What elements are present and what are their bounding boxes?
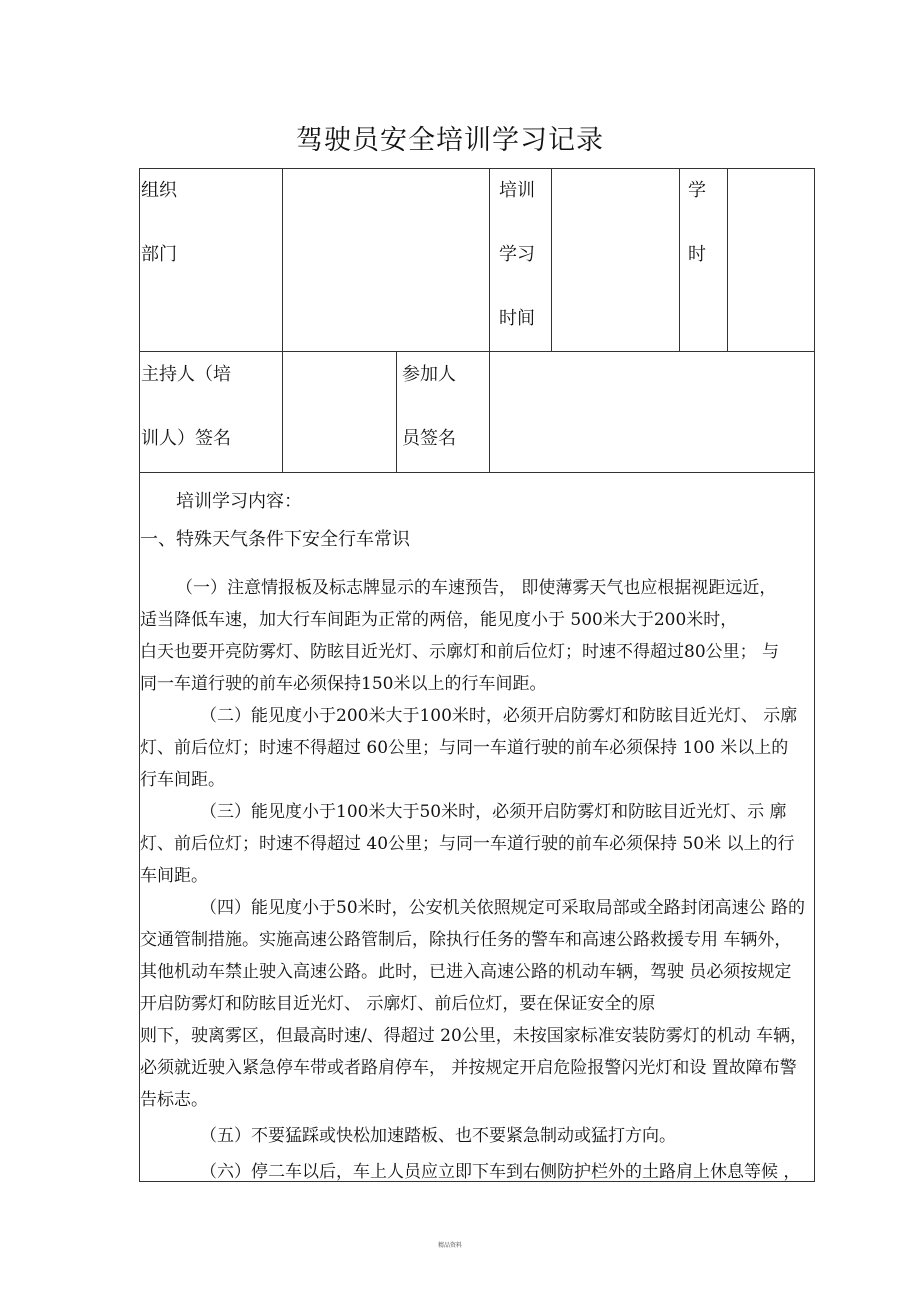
- content-heading: 培训学习内容：: [176, 491, 302, 512]
- content-line: 灯、前后位灯；时速不得超过 60公里；与同一车道行驶的前车必须保持 100 米以上的: [140, 738, 789, 758]
- content-line: （二）能见度小于200米大于100米时，必须开启防雾灯和防眩目近光灯、 示廓: [200, 706, 798, 726]
- training-record-form: [139, 168, 815, 1182]
- participant-signature-field[interactable]: [490, 352, 814, 472]
- content-line: 行车间距。: [140, 770, 225, 790]
- org-dept-label: 组织 部门: [141, 180, 177, 265]
- content-line: 车间距。: [140, 866, 208, 886]
- content-line: 必须就近驶入紧急停车带或者路肩停车， 并按规定开启危险报警闪光灯和设 置故障布警: [140, 1058, 797, 1078]
- training-time-label: 培训 学习 时间: [499, 180, 535, 329]
- host-signature-label: 主持人（培 训人）签名: [141, 364, 231, 449]
- training-time-field[interactable]: [552, 169, 679, 351]
- content-line: 灯、前后位灯；时速不得超过 40公里；与同一车道行驶的前车必须保持 50米 以上的行: [140, 834, 795, 854]
- content-line: （六）停二车以后，车上人员应立即下车到右侧防护栏外的土路肩上休息等候 ，: [200, 1162, 801, 1182]
- content-line: 白天也要开亮防雾灯、防眩目近光灯、示廓灯和前后位灯；时速不得超过80公里； 与: [140, 642, 780, 662]
- participant-signature-label: 参加人 员签名: [402, 364, 456, 449]
- content-line: （四）能见度小于50米时，公安机关依照规定可采取局部或全路封闭高速公 路的: [200, 898, 806, 918]
- hours-label: 学 时: [688, 180, 706, 265]
- content-line: （三）能见度小于100米大于50米时，必须开启防雾灯和防眩目近光灯、示 廓: [200, 802, 787, 822]
- content-line: （五）不要猛踩或快松加速踏板、也不要紧急制动或猛打方向。: [200, 1126, 676, 1146]
- content-line: 适当降低车速，加大行车间距为正常的两倍，能见度小于 500米大于200米时，: [140, 610, 738, 630]
- training-content: [140, 474, 814, 1188]
- page-footer: 精品资料: [437, 1242, 462, 1249]
- content-line: 其他机动车禁止驶入高速公路。此时，已进入高速公路的机动车辆，驾驶 员必须按规定: [140, 962, 792, 982]
- content-line: 则下，驶离雾区，但最高时速/、得超过 20公里，未按国家标准安装防雾灯的机动 车辆，: [140, 1026, 808, 1046]
- content-line: 交通管制措施。实施高速公路管制后，除执行任务的警车和高速公路救援专用 车辆外，: [140, 930, 792, 950]
- page-title: 驾驶员安全培训学习记录: [296, 125, 604, 156]
- column-divider: [489, 169, 490, 351]
- content-line: 同一车道行驶的前车必须保持150米以上的行车间距。: [140, 674, 547, 694]
- content-line: 开启防雾灯和防眩目近光灯、 示廓灯、前后位灯，要在保证安全的原: [140, 994, 656, 1014]
- hours-field[interactable]: [728, 169, 814, 351]
- org-dept-field[interactable]: [283, 169, 489, 351]
- column-divider: [679, 169, 680, 351]
- column-divider: [396, 351, 397, 472]
- row-divider: [140, 472, 814, 473]
- section-title: 一、特殊天气条件下安全行车常识: [140, 529, 410, 550]
- content-line: （一）注意情报板及标志牌显示的车速预告， 即使薄雾天气也应根据视距远近，: [176, 578, 777, 598]
- content-line: 告标志。: [140, 1090, 208, 1110]
- host-signature-field[interactable]: [283, 352, 396, 472]
